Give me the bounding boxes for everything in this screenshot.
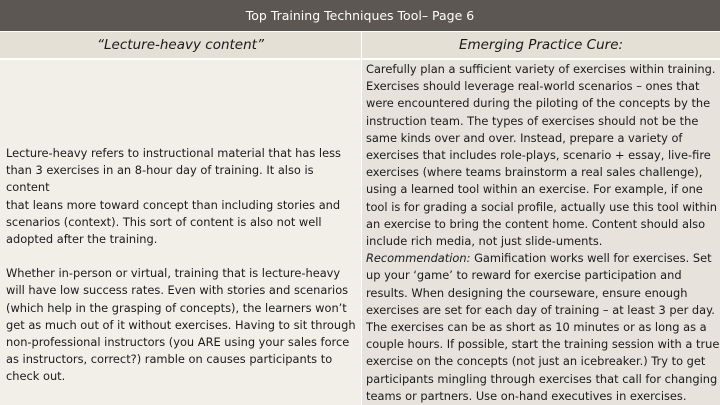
recommendation-label: Recommendation: bbox=[366, 251, 471, 266]
cure-line: exercises are set for each day of training – at least 3 per day. bbox=[366, 302, 715, 317]
problem-paragraph-2: Whether in-person or virtual, training that is lecture-heavy will have low success rates. Even with stories and scenarios (which help in the grasping of concepts), the learners won’t get as much out of it without exercises. Having to sit through non-professional instructors (you ARE using your sales force as instructors, correct?) ramble on causes participants to check out. bbox=[6, 266, 356, 384]
cure-line: using a learned tool within an exercise. For example, if one bbox=[366, 182, 703, 197]
cure-line: participants mingling through exercises that call for changing bbox=[366, 371, 718, 386]
cure-line: up your ‘game’ to reward for exercise participation and bbox=[366, 268, 682, 283]
left-column-heading: “Lecture-heavy content” bbox=[0, 31, 362, 60]
cure-line: The exercises can be as short as 10 minutes or as long as a bbox=[366, 320, 707, 335]
cure-line: include rich media, not just slide-uments. bbox=[366, 234, 603, 249]
cure-line: instruction team. The types of exercises should not be the bbox=[366, 113, 699, 128]
cure-line: couple hours. If possible, start the training session with a true bbox=[366, 337, 720, 352]
comparison-table bbox=[0, 31, 720, 405]
cure-line: teams or partners. Use on-hand executives in exercises. bbox=[366, 388, 687, 403]
cure-line: tool is for grading a social profile, actually use this tool within bbox=[366, 199, 717, 214]
cure-line: were encountered during the piloting of the concepts by the bbox=[366, 96, 711, 111]
practice-cure-cell bbox=[362, 60, 720, 405]
right-column-heading: Emerging Practice Cure: bbox=[362, 31, 720, 60]
cure-line: an exercise to bring the content home. Content should also bbox=[366, 216, 706, 231]
recommendation-line bbox=[366, 250, 718, 267]
cure-line: Exercises should leverage real-world scenarios – ones that bbox=[366, 79, 700, 94]
page-title: Top Training Techniques Tool– Page 6 bbox=[0, 0, 720, 31]
cure-line: exercises that includes role-plays, scenario + essay, live-fire bbox=[366, 148, 711, 163]
problem-description-cell bbox=[0, 60, 362, 405]
recommendation-text: Gamification works well for exercises. Set bbox=[470, 251, 712, 266]
cure-line: exercises (where teams brainstorm a real sales challenge), bbox=[366, 165, 703, 180]
cure-line: same kinds over and over. Instead, prepare a variety of bbox=[366, 130, 683, 145]
cure-line: exercise on the concepts (not just an icebreaker.) Try to get bbox=[366, 354, 706, 369]
cure-line: results. When designing the courseware, ensure enough bbox=[366, 285, 688, 300]
problem-paragraph-1: Lecture-heavy refers to instructional material that has less than 3 exercises in an 8-hour day of training. It also is content that leans more toward concept than including stories and scenarios (context). This sort of content is also not well adopted after the training. bbox=[6, 146, 341, 247]
cure-line: Carefully plan a sufficient variety of exercises within training. bbox=[366, 62, 716, 76]
